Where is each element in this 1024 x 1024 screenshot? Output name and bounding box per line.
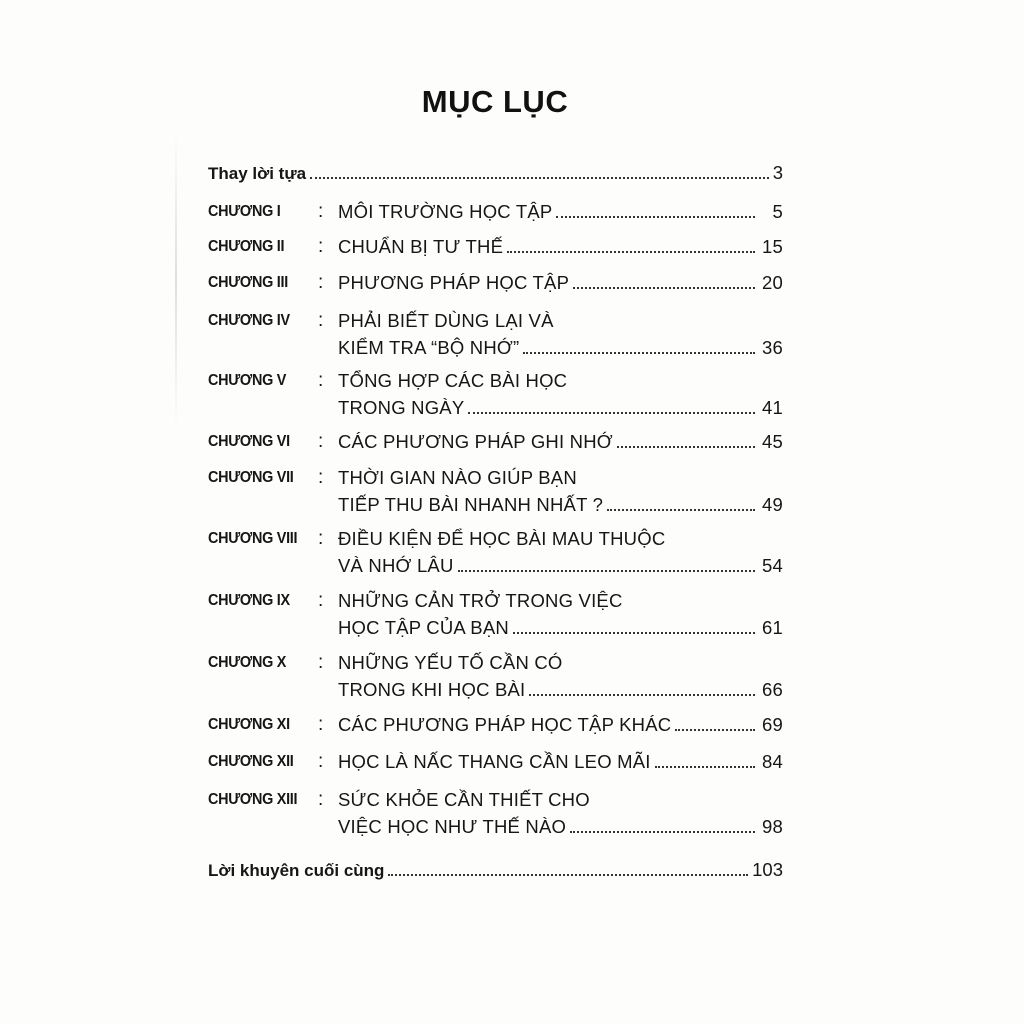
chapter-title-cont: VÀ NHỚ LÂU bbox=[338, 555, 454, 576]
chapter-title-line bbox=[338, 337, 783, 359]
toc-entry-page: 69 bbox=[762, 714, 783, 735]
dot-leader bbox=[523, 352, 755, 354]
chapter-label: CHƯƠNG VIII bbox=[208, 530, 298, 547]
chapter-title: TỔNG HỢP CÁC BÀI HỌC bbox=[338, 370, 568, 391]
toc-entry-page: 61 bbox=[762, 617, 783, 638]
dot-leader bbox=[573, 287, 755, 289]
dot-leader bbox=[388, 874, 748, 876]
chapter-title: PHƯƠNG PHÁP HỌC TẬP bbox=[338, 272, 570, 293]
chapter-title-line bbox=[338, 201, 783, 223]
chapter-title-line bbox=[338, 236, 783, 258]
chapter-title-line bbox=[338, 555, 783, 577]
chapter-label: CHƯƠNG XIII bbox=[208, 791, 298, 808]
chapter-colon: : bbox=[318, 590, 324, 611]
chapter-title: CÁC PHƯƠNG PHÁP GHI NHỚ bbox=[338, 431, 613, 452]
chapter-title-line bbox=[338, 272, 783, 294]
chapter-title-line bbox=[338, 494, 783, 516]
toc-entry-page: 5 bbox=[772, 201, 783, 222]
dot-leader bbox=[310, 177, 769, 179]
chapter-title-cont: TIẾP THU BÀI NHANH NHẤT ? bbox=[338, 494, 604, 515]
chapter-colon: : bbox=[318, 310, 324, 331]
chapter-colon: : bbox=[318, 751, 324, 772]
chapter-title: ĐIỀU KIỆN ĐỂ HỌC BÀI MAU THUỘC bbox=[338, 528, 666, 549]
chapter-title: MÔI TRƯỜNG HỌC TẬP bbox=[338, 201, 553, 222]
toc-entry-page: 54 bbox=[762, 555, 783, 576]
toc-entry-page: 36 bbox=[762, 337, 783, 358]
dot-leader bbox=[513, 632, 755, 634]
chapter-title-line bbox=[338, 816, 783, 838]
chapter-colon: : bbox=[318, 272, 324, 293]
toc-entry-page: 103 bbox=[752, 859, 783, 880]
chapter-title: NHỮNG YẾU TỐ CẦN CÓ bbox=[338, 652, 563, 673]
chapter-title: THỜI GIAN NÀO GIÚP BẠN bbox=[338, 467, 577, 488]
chapter-title-cont: TRONG KHI HỌC BÀI bbox=[338, 679, 526, 700]
dot-leader bbox=[655, 766, 755, 768]
toc-entry-page: 84 bbox=[762, 751, 783, 772]
toc-entry-label: Lời khuyên cuối cùng bbox=[208, 861, 385, 880]
chapter-title: HỌC LÀ NẤC THANG CẦN LEO MÃI bbox=[338, 751, 651, 772]
chapter-colon: : bbox=[318, 714, 324, 735]
toc-entry-chapter bbox=[208, 310, 783, 370]
chapter-label: CHƯƠNG I bbox=[208, 203, 281, 220]
dot-leader bbox=[468, 412, 755, 414]
chapter-title-cont: HỌC TẬP CỦA BẠN bbox=[338, 617, 509, 638]
chapter-colon: : bbox=[318, 652, 324, 673]
toc-entry-chapter bbox=[208, 528, 783, 588]
chapter-title-line bbox=[338, 714, 783, 736]
toc-entry-closing bbox=[208, 859, 783, 919]
toc-entry-chapter bbox=[208, 789, 783, 849]
toc-entry-page: 3 bbox=[772, 162, 783, 183]
toc-entry-page: 66 bbox=[762, 679, 783, 700]
chapter-label: CHƯƠNG XI bbox=[208, 716, 290, 733]
toc-entry-chapter bbox=[208, 652, 783, 712]
dot-leader bbox=[607, 509, 755, 511]
chapter-title-line bbox=[338, 751, 783, 773]
chapter-label: CHƯƠNG III bbox=[208, 274, 288, 291]
toc-entry-chapter bbox=[208, 370, 783, 430]
chapter-label: CHƯƠNG VI bbox=[208, 433, 290, 450]
toc-entry-page: 15 bbox=[762, 236, 783, 257]
chapter-label: CHƯƠNG II bbox=[208, 238, 285, 255]
chapter-title-cont: KIỂM TRA “BỘ NHỚ” bbox=[338, 337, 520, 358]
chapter-label: CHƯƠNG VII bbox=[208, 469, 294, 486]
chapter-label: CHƯƠNG X bbox=[208, 654, 287, 671]
chapter-colon: : bbox=[318, 467, 324, 488]
chapter-title: NHỮNG CẢN TRỞ TRONG VIỆC bbox=[338, 590, 623, 611]
dot-leader bbox=[570, 831, 755, 833]
chapter-title: SỨC KHỎE CẦN THIẾT CHO bbox=[338, 789, 590, 810]
dot-leader bbox=[458, 570, 755, 572]
chapter-colon: : bbox=[318, 431, 324, 452]
chapter-title-line bbox=[338, 397, 783, 419]
toc-entry-page: 20 bbox=[762, 272, 783, 293]
page-title: MỤC LỤC bbox=[421, 84, 569, 119]
chapter-colon: : bbox=[318, 236, 324, 257]
dot-leader bbox=[675, 729, 755, 731]
toc-entry-chapter bbox=[208, 590, 783, 650]
chapter-title-line bbox=[338, 617, 783, 639]
toc-entry-page: 49 bbox=[762, 494, 783, 515]
chapter-title: PHẢI BIẾT DÙNG LẠI VÀ bbox=[338, 310, 554, 331]
toc-entry-label: Thay lời tựa bbox=[208, 164, 307, 183]
chapter-title: CÁC PHƯƠNG PHÁP HỌC TẬP KHÁC bbox=[338, 714, 672, 735]
chapter-label: CHƯƠNG XII bbox=[208, 753, 294, 770]
chapter-label: CHƯƠNG IV bbox=[208, 312, 290, 329]
chapter-colon: : bbox=[318, 370, 324, 391]
toc-entry-page: 98 bbox=[762, 816, 783, 837]
chapter-title-cont: TRONG NGÀY bbox=[338, 397, 465, 418]
chapter-title-line bbox=[338, 431, 783, 453]
dot-leader bbox=[507, 251, 755, 253]
chapter-label: CHƯƠNG IX bbox=[208, 592, 290, 609]
chapter-colon: : bbox=[318, 528, 324, 549]
toc-entry-page: 45 bbox=[762, 431, 783, 452]
chapter-title: CHUẨN BỊ TƯ THẾ bbox=[338, 236, 504, 257]
chapter-title-line bbox=[338, 679, 783, 701]
chapter-label: CHƯƠNG V bbox=[208, 372, 287, 389]
dot-leader bbox=[529, 694, 755, 696]
dot-leader bbox=[617, 446, 755, 448]
chapter-title-cont: VIỆC HỌC NHƯ THẾ NÀO bbox=[338, 816, 567, 837]
toc-entry-chapter bbox=[208, 467, 783, 527]
toc-entry-page: 41 bbox=[762, 397, 783, 418]
dot-leader bbox=[556, 216, 755, 218]
chapter-colon: : bbox=[318, 789, 324, 810]
chapter-colon: : bbox=[318, 201, 324, 222]
